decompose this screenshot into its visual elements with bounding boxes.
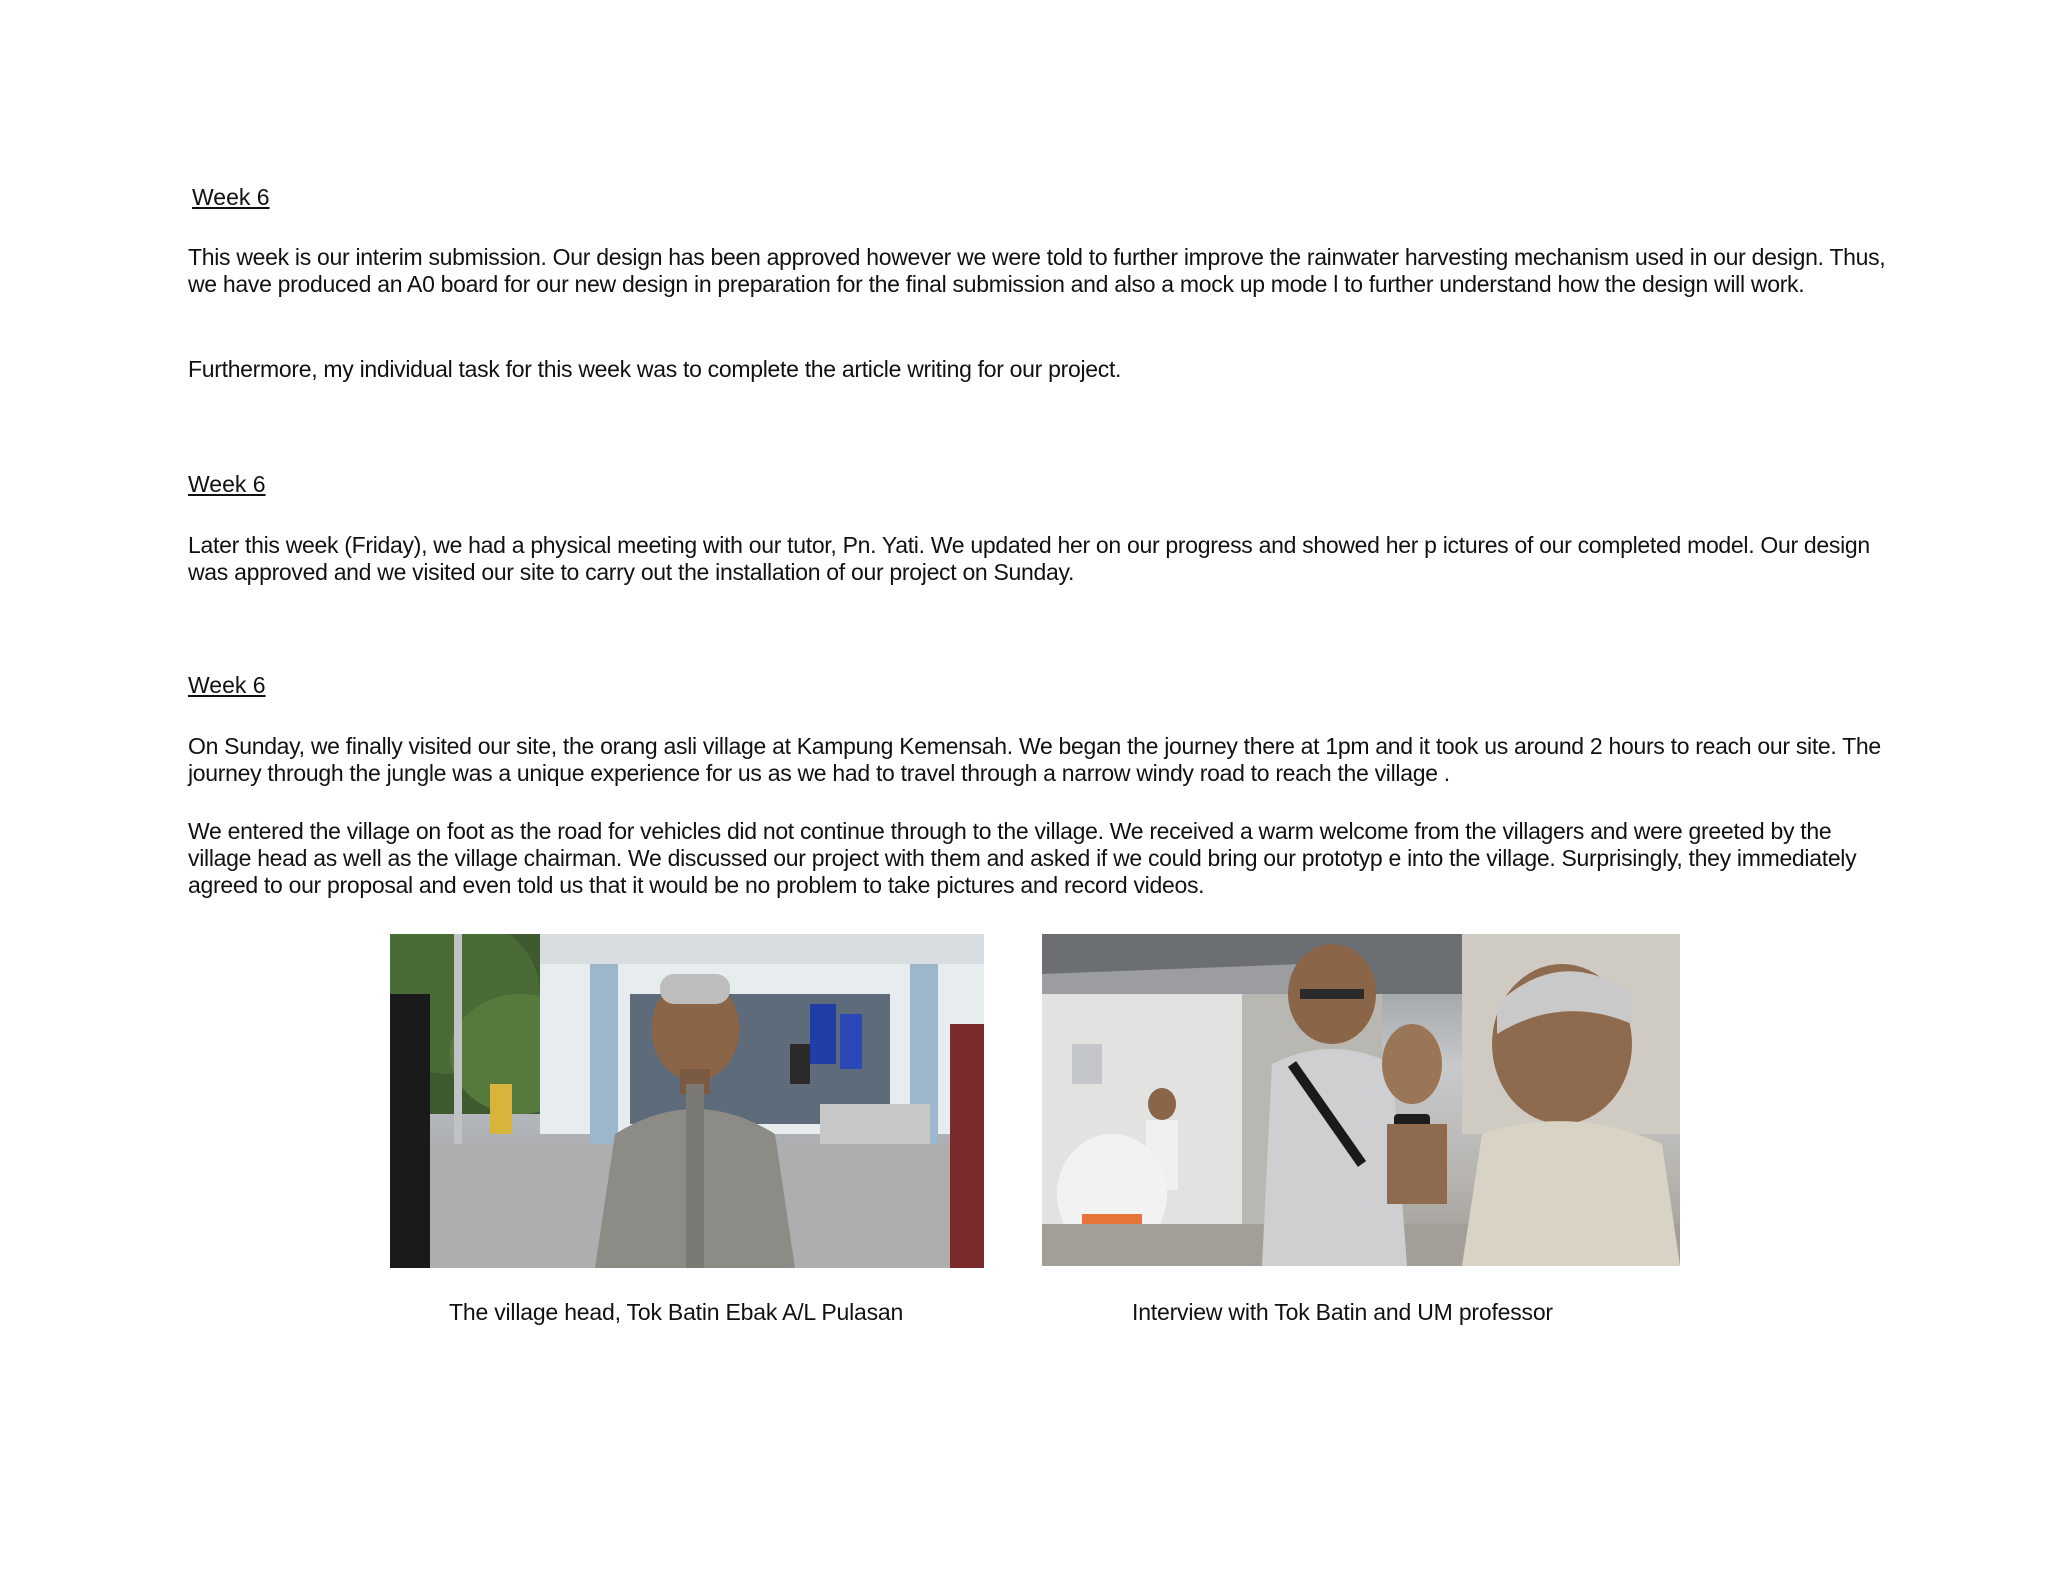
village-head-photo [390,934,984,1268]
interview-caption: Interview with Tok Batin and UM professor [1132,1299,1553,1325]
paragraph-site-journey: On Sunday, we finally visited our site, the orang asli village at Kampung Kemensah. We began the journey there at 1pm and it took us around 2 hours to reach our site. The journey through the jungle was a unique experience for us as we had to travel through a narrow windy road to reach the village . [188,733,1881,786]
interview-photo-illustration [1042,934,1680,1266]
paragraph-village-welcome: We entered the village on foot as the road for vehicles did not continue through to the village. We received a warm welcome from the villagers and were greeted by the village head as well as the village chairman. We discussed our project with them and asked if we could bring our prototyp e into the village. Surprisingly, they immediately agreed to our proposal and even told us that it would be no problem to take pictures and record videos. [188,818,1857,898]
section-heading-week-6-site-visit: Week 6 [188,672,266,698]
section-heading-week-6-interim: Week 6 [192,184,270,210]
interview-photo [1042,934,1680,1266]
paragraph-tutor-meeting: Later this week (Friday), we had a physical meeting with our tutor, Pn. Yati. We updated her on our progress and showed her p ictures of our completed model. Our design was approved and we visited our site to carry out the installation of our project on Sunday. [188,532,1870,585]
paragraph-individual-task: Furthermore, my individual task for this week was to complete the article writing for our project. [188,356,1122,382]
paragraph-interim-submission: This week is our interim submission. Our design has been approved however we were told to further improve the rainwater harvesting mechanism used in our design. Thus, we have produced an A0 board for our new design in preparation for the final submission and also a mock up mode l to further understand how the design will work. [188,244,1886,297]
village-head-photo-illustration [390,934,984,1268]
village-head-caption: The village head, Tok Batin Ebak A/L Pulasan [449,1299,904,1325]
section-heading-week-6-meeting: Week 6 [188,471,266,497]
